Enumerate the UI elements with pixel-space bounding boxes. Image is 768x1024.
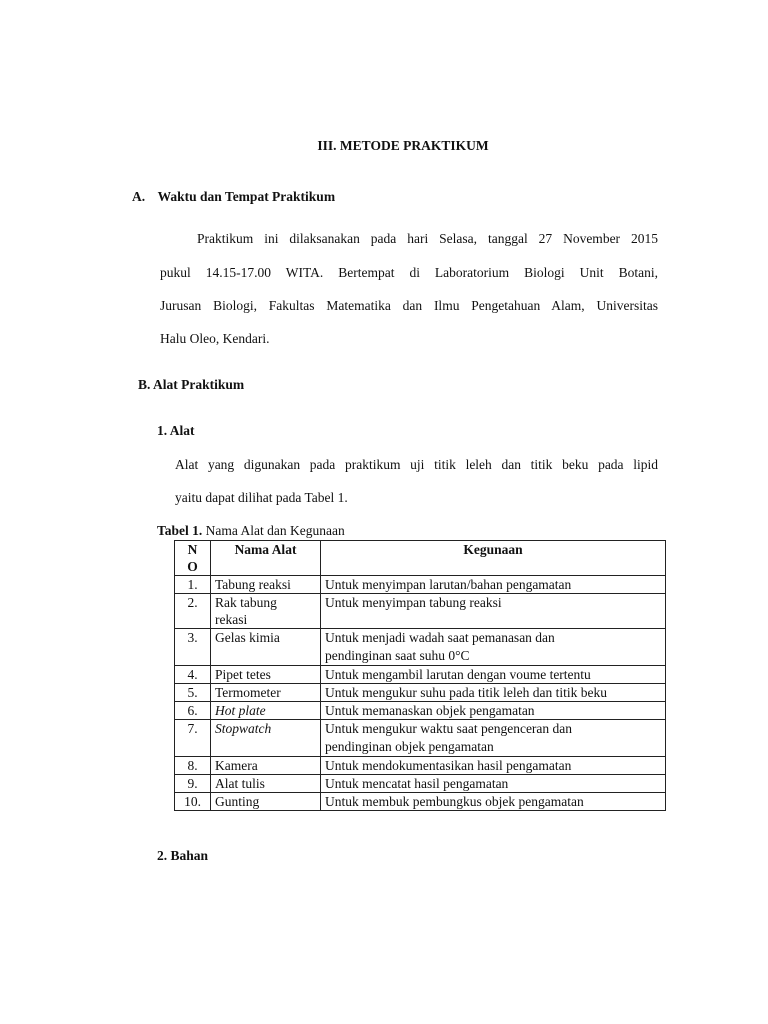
table-row bbox=[175, 666, 666, 684]
row-name: Kamera bbox=[211, 757, 321, 775]
table-row bbox=[175, 702, 666, 720]
row-use: Untuk mendokumentasikan hasil pengamatan bbox=[321, 757, 666, 775]
table-row bbox=[175, 629, 666, 666]
row-use: Untuk mengambil larutan dengan voume tertentu bbox=[321, 666, 666, 684]
row-no: 9. bbox=[175, 775, 211, 793]
table-header-row bbox=[175, 541, 666, 576]
table-caption-label: Tabel 1. bbox=[157, 523, 203, 538]
row-no: 2. bbox=[175, 594, 211, 629]
paragraph-alat-line-1: Alat yang digunakan pada praktikum uji titik leleh dan titik beku pada lipid bbox=[175, 457, 658, 472]
section-a-label: A. bbox=[132, 189, 146, 204]
table-row bbox=[175, 757, 666, 775]
table-row bbox=[175, 720, 666, 757]
row-no: 1. bbox=[175, 576, 211, 594]
header-name: Nama Alat bbox=[211, 541, 321, 576]
subsection-alat-heading: 1. Alat bbox=[157, 423, 195, 438]
row-no: 7. bbox=[175, 720, 211, 757]
paragraph-a-line-1: Praktikum ini dilaksanakan pada hari Selasa, tanggal 27 November 2015 bbox=[197, 231, 658, 246]
row-name bbox=[211, 594, 321, 629]
table-row bbox=[175, 594, 666, 629]
row-no: 8. bbox=[175, 757, 211, 775]
row-no: 3. bbox=[175, 629, 211, 666]
row-use: Untuk memanaskan objek pengamatan bbox=[321, 702, 666, 720]
section-a-title: Waktu dan Tempat Praktikum bbox=[157, 189, 336, 204]
row-no: 5. bbox=[175, 684, 211, 702]
subsection-bahan-heading: 2. Bahan bbox=[157, 848, 209, 863]
row-use bbox=[321, 720, 666, 757]
row-use: Untuk membuk pembungkus objek pengamatan bbox=[321, 793, 666, 811]
chapter-title: III. METODE PRAKTIKUM bbox=[317, 138, 489, 153]
paragraph-a-line-4: Halu Oleo, Kendari. bbox=[160, 331, 270, 346]
section-a-heading bbox=[132, 189, 335, 205]
row-name-line-2: rekasi bbox=[215, 612, 248, 627]
row-use-line-2: pendinginan saat suhu 0°C bbox=[325, 648, 470, 663]
row-name: Gunting bbox=[211, 793, 321, 811]
row-name: Gelas kimia bbox=[211, 629, 321, 666]
row-name: Hot plate bbox=[211, 702, 321, 720]
row-name: Stopwatch bbox=[211, 720, 321, 757]
row-use: Untuk menyimpan tabung reaksi bbox=[321, 594, 666, 629]
row-no: 6. bbox=[175, 702, 211, 720]
row-name: Termometer bbox=[211, 684, 321, 702]
row-name: Alat tulis bbox=[211, 775, 321, 793]
table-row bbox=[175, 775, 666, 793]
row-use-line-1: Untuk menjadi wadah saat pemanasan dan bbox=[325, 630, 555, 645]
row-use: Untuk mengukur suhu pada titik leleh dan titik beku bbox=[321, 684, 666, 702]
header-no-line-2: O bbox=[187, 559, 198, 574]
paragraph-a-line-2: pukul 14.15-17.00 WITA. Bertempat di Laboratorium Biologi Unit Botani, bbox=[160, 265, 658, 280]
table-row bbox=[175, 576, 666, 594]
tools-table bbox=[174, 540, 666, 811]
row-no: 4. bbox=[175, 666, 211, 684]
row-no: 10. bbox=[175, 793, 211, 811]
header-use: Kegunaan bbox=[321, 541, 666, 576]
table-caption-text: Nama Alat dan Kegunaan bbox=[202, 523, 345, 538]
row-use: Untuk menyimpan larutan/bahan pengamatan bbox=[321, 576, 666, 594]
paragraph-alat-line-2: yaitu dapat dilihat pada Tabel 1. bbox=[175, 490, 348, 505]
table-caption bbox=[157, 523, 345, 539]
table-row bbox=[175, 684, 666, 702]
table-row bbox=[175, 793, 666, 811]
header-no-line-1: N bbox=[187, 542, 198, 557]
row-use bbox=[321, 629, 666, 666]
row-use-line-2: pendinginan objek pengamatan bbox=[325, 739, 494, 754]
row-name: Pipet tetes bbox=[211, 666, 321, 684]
paragraph-a-line-3: Jurusan Biologi, Fakultas Matematika dan Ilmu Pengetahuan Alam, Universitas bbox=[160, 298, 658, 313]
row-name-line-1: Rak tabung bbox=[215, 595, 277, 610]
row-use-line-1: Untuk mengukur waktu saat pengenceran dan bbox=[325, 721, 573, 736]
header-no bbox=[175, 541, 211, 576]
row-name: Tabung reaksi bbox=[211, 576, 321, 594]
section-b-heading: B. Alat Praktikum bbox=[138, 377, 245, 392]
row-use: Untuk mencatat hasil pengamatan bbox=[321, 775, 666, 793]
